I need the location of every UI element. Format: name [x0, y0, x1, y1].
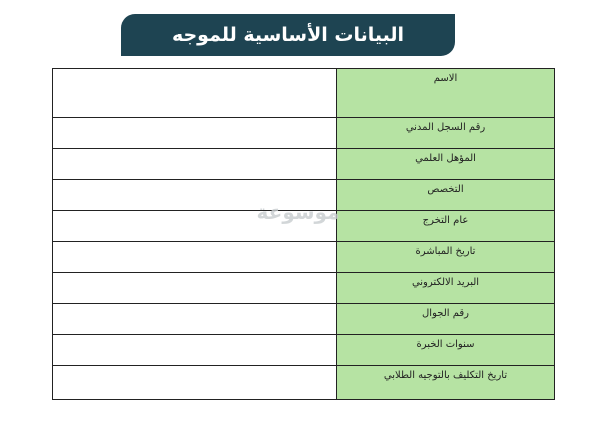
qualification-value-cell[interactable] [53, 149, 337, 180]
start-date-label: تاريخ المباشرة [337, 242, 555, 273]
mobile-label: رقم الجوال [337, 304, 555, 335]
table-row [53, 335, 555, 366]
specialization-label: التخصص [337, 180, 555, 211]
experience-label: سنوات الخبرة [337, 335, 555, 366]
table-row [53, 242, 555, 273]
table-row [53, 304, 555, 335]
email-value-cell[interactable] [53, 273, 337, 304]
table-row [53, 149, 555, 180]
table-row [53, 69, 555, 118]
specialization-value-cell[interactable] [53, 180, 337, 211]
national-id-value-cell[interactable] [53, 118, 337, 149]
email-label: البريد الالكتروني [337, 273, 555, 304]
table-row [53, 211, 555, 242]
table-row [53, 366, 555, 400]
qualification-label: المؤهل العلمي [337, 149, 555, 180]
assignment-date-value-cell[interactable] [53, 366, 337, 400]
mentor-info-table [52, 68, 555, 400]
name-label: الاسم [337, 69, 555, 118]
page-title: البيانات الأساسية للموجه [121, 14, 455, 56]
assignment-date-label: تاريخ التكليف بالتوجيه الطلابي [337, 366, 555, 400]
name-value-cell[interactable] [53, 69, 337, 118]
experience-value-cell[interactable] [53, 335, 337, 366]
start-date-value-cell[interactable] [53, 242, 337, 273]
watermark-logo: موسوعة [256, 200, 340, 224]
table-row [53, 180, 555, 211]
graduation-year-value-cell[interactable] [53, 211, 337, 242]
mobile-value-cell[interactable] [53, 304, 337, 335]
table-row [53, 118, 555, 149]
graduation-year-label: عام التخرج [337, 211, 555, 242]
national-id-label: رقم السجل المدني [337, 118, 555, 149]
table-row [53, 273, 555, 304]
